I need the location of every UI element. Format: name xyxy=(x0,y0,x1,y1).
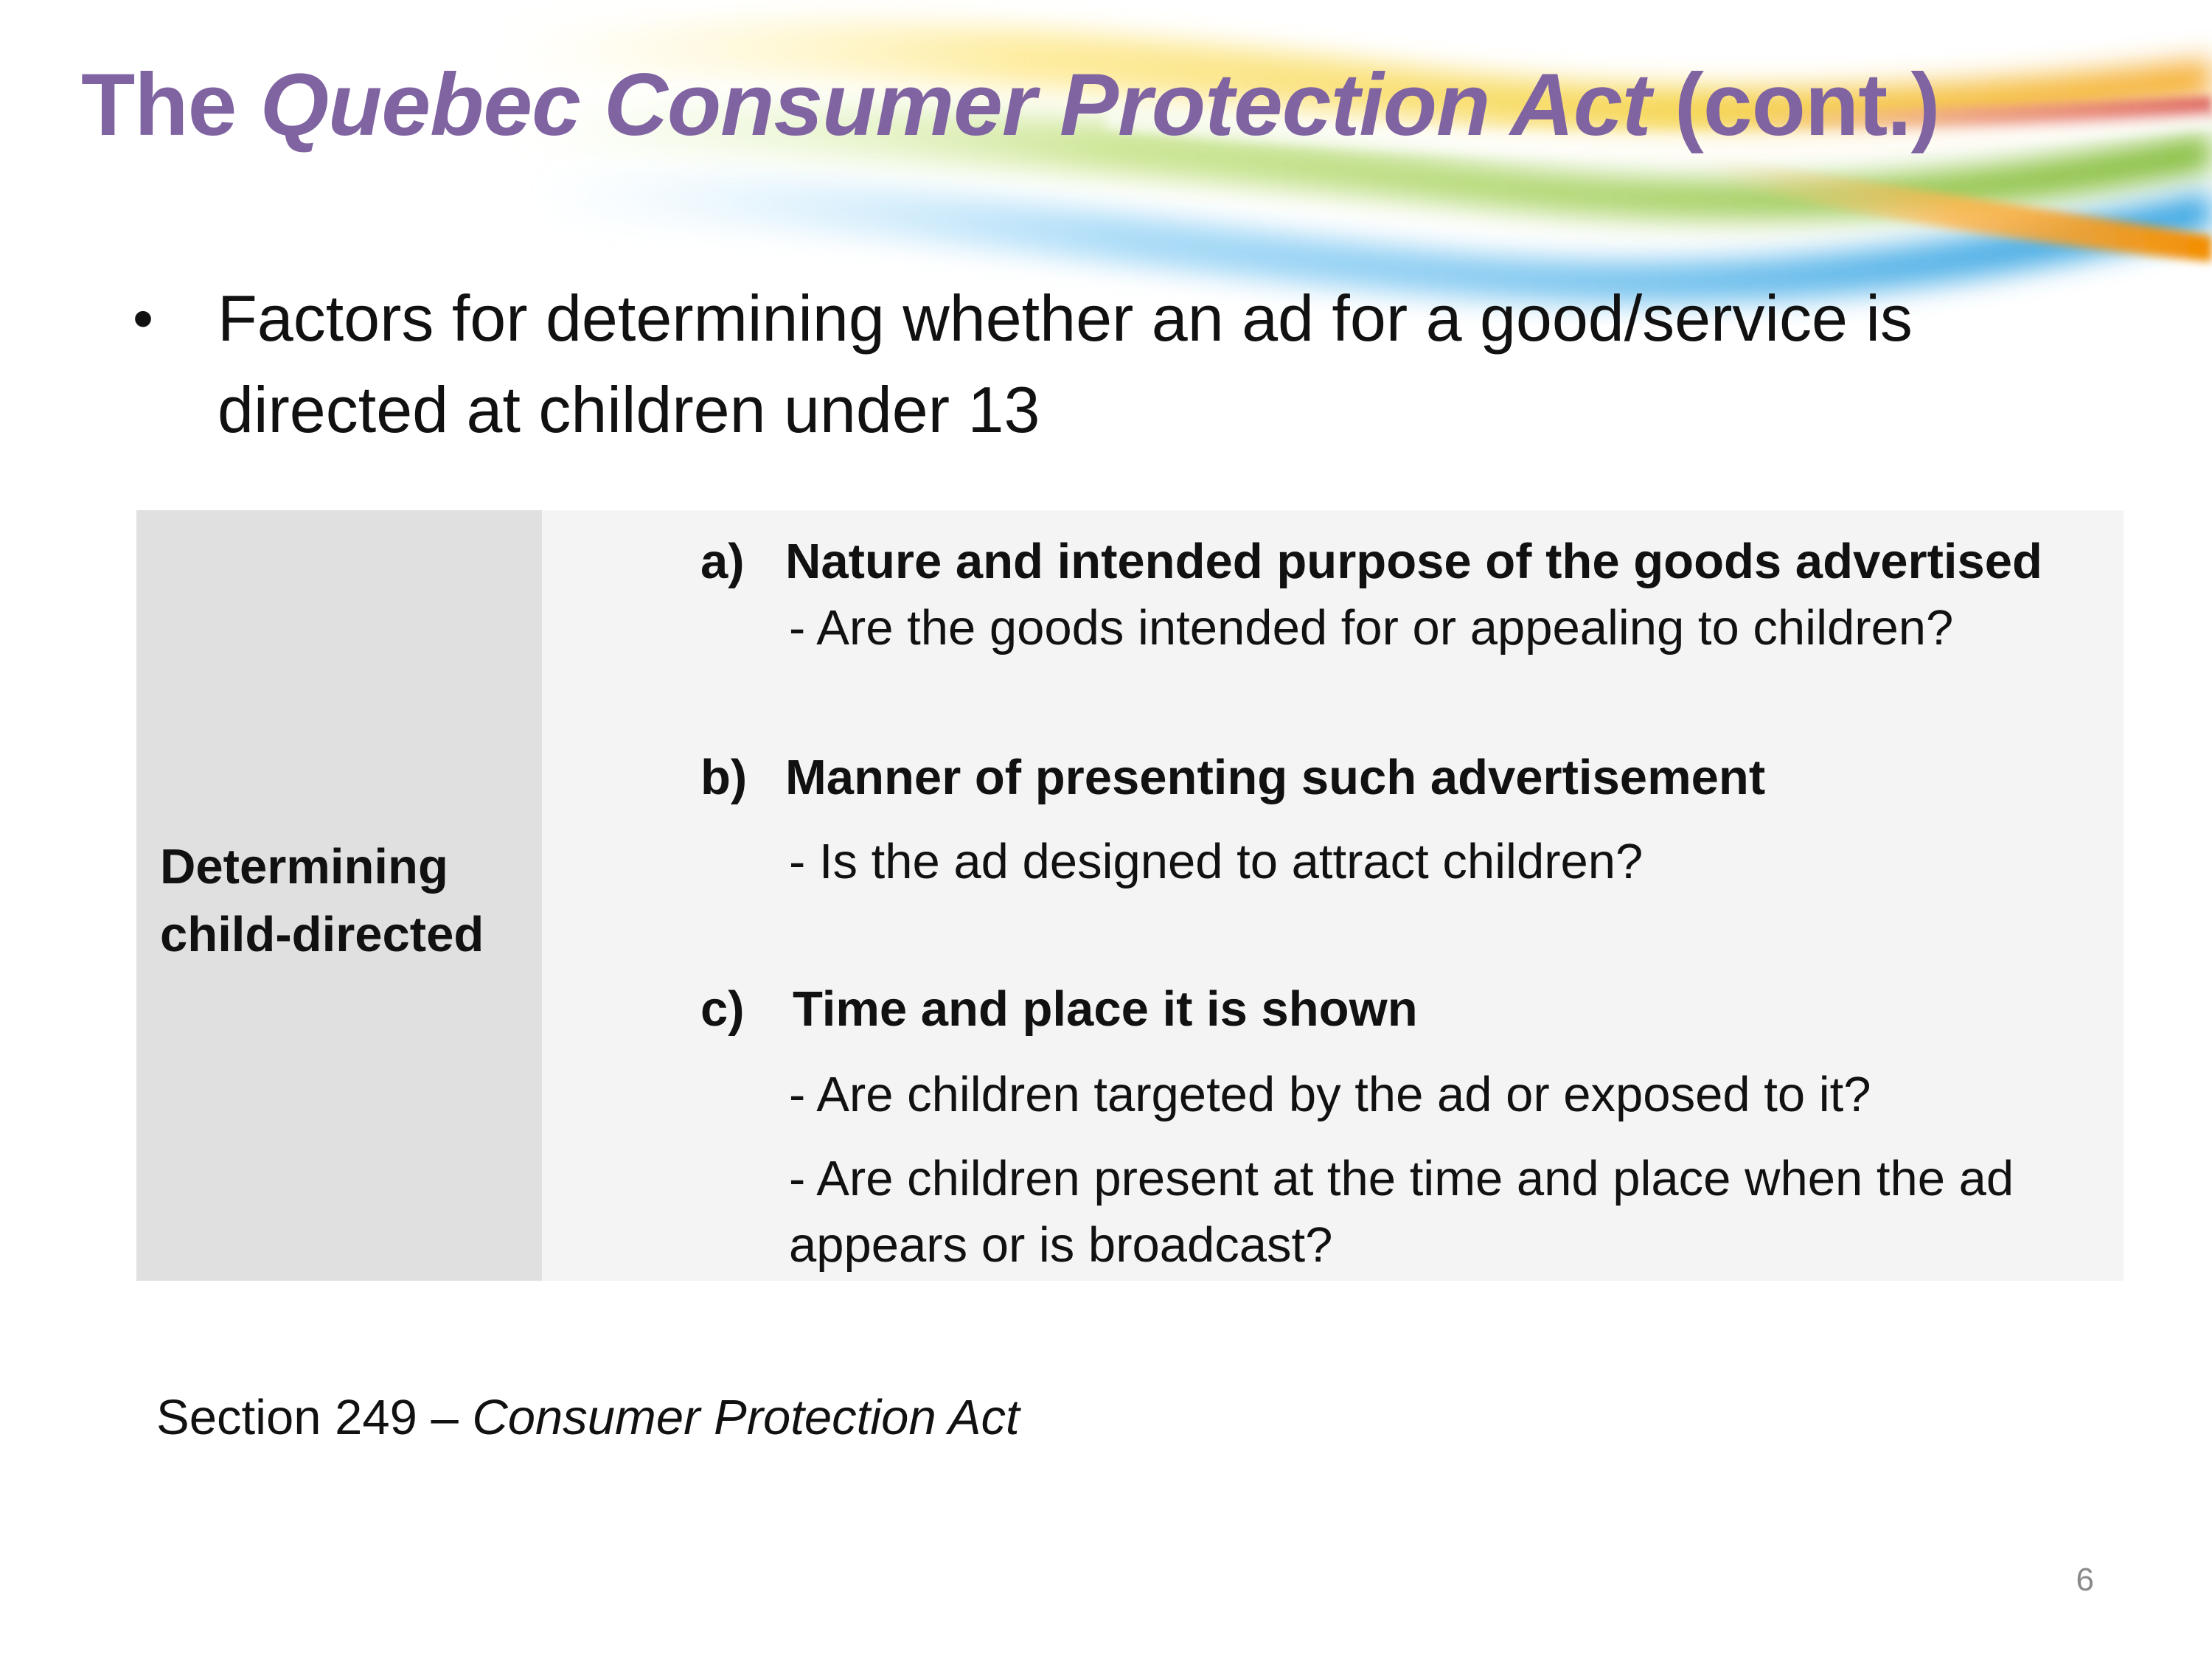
slide-number: 6 xyxy=(2076,1562,2094,1598)
factor-c-letter: c) xyxy=(700,981,745,1037)
factor-c-heading xyxy=(700,976,2101,1043)
table-content-cell xyxy=(542,510,2124,1281)
factor-b-letter: b) xyxy=(700,750,748,805)
factor-a-detail-1: - Are the goods intended for or appealing to children? xyxy=(789,600,1954,655)
factor-c-detail-1: - Are children targeted by the ad or exposed to it? xyxy=(789,1067,1871,1122)
title-suffix: (cont.) xyxy=(1650,55,1940,154)
table-label-cell xyxy=(136,510,542,1281)
factor-c-detail-2: - Are children present at the time and place when the ad appears or is broadcast? xyxy=(789,1151,2014,1273)
factor-a-title: Nature and intended purpose of the goods advertised xyxy=(785,534,2042,589)
factor-c-title: Time and place it is shown xyxy=(793,981,1418,1037)
factor-b-heading xyxy=(700,745,2101,811)
factor-b-title: Manner of presenting such advertisement xyxy=(785,750,1766,805)
bullet-dot-icon: • xyxy=(133,285,154,351)
bullet-text: Factors for determining whether an ad for a good/service is directed at children under 13 xyxy=(218,282,1913,446)
factor-b-detail-1: - Is the ad designed to attract children? xyxy=(789,834,1644,889)
table-row-label: Determining child-directed xyxy=(160,839,484,962)
factor-a-heading xyxy=(700,529,2101,595)
title-act-name: Quebec Consumer Protection Act xyxy=(260,55,1651,154)
factor-a-letter: a) xyxy=(700,534,745,589)
source-citation xyxy=(156,1385,1020,1451)
slide-title xyxy=(81,52,1940,158)
title-prefix: The xyxy=(81,55,260,154)
citation-section: Section 249 – xyxy=(156,1390,473,1445)
factors-table xyxy=(136,510,2124,1281)
citation-act-name: Consumer Protection Act xyxy=(472,1390,1020,1445)
